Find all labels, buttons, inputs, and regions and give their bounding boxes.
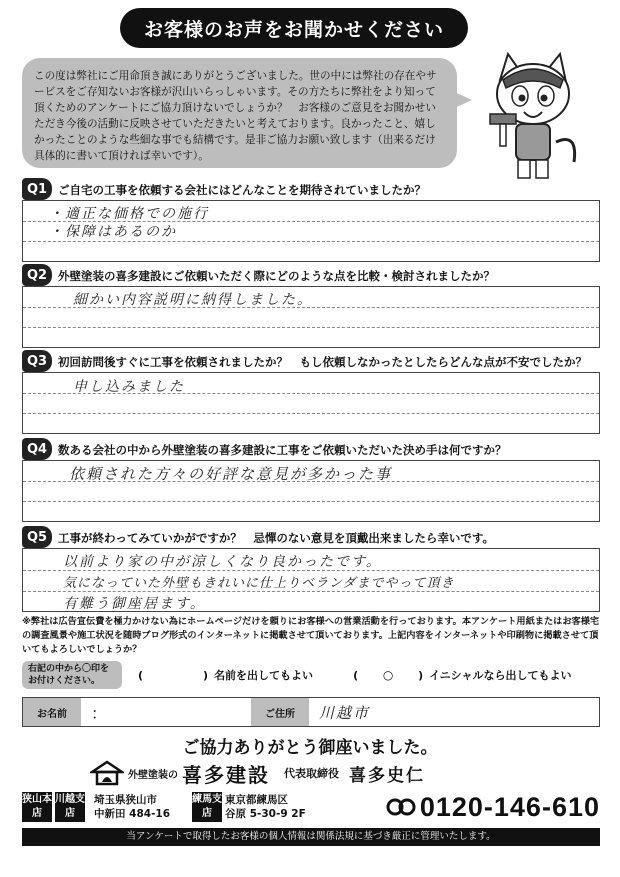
branch-tag-kawagoe: 川越支店 <box>55 792 85 822</box>
customer-info-box <box>22 697 600 727</box>
q1-answer-line-2: ・保障はあるのか <box>49 224 177 240</box>
q5-answer-line-1: 以前より家の中が涼しくなり良かったです。 <box>63 554 382 570</box>
publication-note: ※弊社は広告宣伝費を極力かけない為にホームページだけを頼りにお客様への営業活動を行っております。本アンケート用紙またはお客様宅の調査風景や施工状況を随時ブログ形式のインターネットに掲載させて頂いております。上記内容をインターネットや印刷物に掲載させて頂いてもよろしいでしょうか？ <box>22 616 600 655</box>
freedial-icon <box>386 797 416 817</box>
q2-answer-line-1: 細かい内容説明に納得しました。 <box>73 292 313 308</box>
speech-bubble-tail <box>450 90 472 110</box>
intro-text: この度は弊社にご用命頂き誠にありがとうございました。世の中には弊社の存在やサービスをご存知ないお客様が沢山いらっしゃいます。その方たちに弊社をより知って頂くためのアンケートにご協力頂けないでしょうか？ お客様のご意見をお聞かせいただき今後の活動に反映させていただきたいと考えております。良かったこと、嬉しかったことのような些細な事でも結構です。是非ご協力お願い致します（出来るだけ具体的に書いて頂ければ幸いです）。 <box>22 58 457 168</box>
company-subtitle: 外壁塗装の <box>128 769 178 781</box>
address-nerima: 東京都練馬区 谷原 5-30-9 2F <box>225 794 306 820</box>
choice-option-initial-mark[interactable]: ○ <box>382 668 394 682</box>
q4-answer-line-1: 依頼された方々の好評な意見が多かった事 <box>69 465 393 483</box>
q4-text: 数ある会社の中から外壁塗装の喜多建設に工事をご依頼いただいた決め手は何ですか？ <box>58 443 507 457</box>
address-sayama: 埼玉県狭山市 中新田 484-16 <box>94 794 171 820</box>
q1-answer-box[interactable] <box>22 200 600 262</box>
phone-block[interactable] <box>386 792 600 823</box>
choice-instruction: 右記の中から〇印をお付けください。 <box>22 661 122 689</box>
cat-mascot-icon <box>478 52 588 182</box>
company-name: 喜多建設 <box>182 762 270 787</box>
q4-answer-box[interactable] <box>22 460 600 522</box>
q5-answer-line-2: 気になっていた外壁もきれいに仕上りベランダまでやって頂き <box>63 576 455 591</box>
phone-number[interactable]: 0120-146-610 <box>419 791 600 822</box>
q3-text: 初回訪問後すぐに工事を依頼されましたか？ もし依頼しなかったとしたらどんな点が不安でしたか？ <box>58 355 587 369</box>
q2-answer-box[interactable] <box>22 286 600 348</box>
choice-option-initial-label: イニシャルなら出してもよい <box>429 669 572 682</box>
privacy-footer: 当アンケートで取得したお客様の個人情報は関係法規に基づき厳正に管理いたします。 <box>22 828 600 846</box>
company-row <box>22 758 600 788</box>
q3-answer-box[interactable] <box>22 372 600 434</box>
branch-tag-nerima: 練馬支店 <box>192 792 222 822</box>
branch-row <box>22 790 600 824</box>
q2-label: Q2 <box>22 264 52 286</box>
thanks-message: ご協力ありがとう御座いました。 <box>182 738 438 758</box>
q2-text: 外壁塗装の喜多建設にご依頼いただく際にどのような点を比較・検討されましたか？ <box>58 269 495 283</box>
branch-tag-sayama: 狭山本店 <box>22 792 52 822</box>
q1-text: ご自宅の工事を依頼する会社にはどんなことを期待されていましたか？ <box>58 183 426 197</box>
q1-label: Q1 <box>22 178 52 200</box>
q3-answer-line-1: 申し込みました <box>73 379 185 395</box>
consent-choice-row <box>22 660 600 690</box>
representative-title: 代表取締役 <box>284 767 339 780</box>
choice-option-initial[interactable]: ( ○ ) イニシャルなら出してもよい <box>353 668 572 682</box>
address-label: ご住所 <box>251 698 309 726</box>
q5-text: 工事が終わってみていかがですか？ 忌憚のない意見を頂戴出来ましたら幸いです。 <box>58 531 494 545</box>
q5-label: Q5 <box>22 526 52 548</box>
choice-option-name[interactable]: ( ) 名前を出してもよい <box>138 668 314 682</box>
name-label: お名前 <box>23 698 81 726</box>
name-field[interactable]: ： <box>91 703 108 723</box>
q4-label: Q4 <box>22 438 52 460</box>
house-logo-icon <box>90 760 124 786</box>
q3-label: Q3 <box>22 350 52 372</box>
representative-name: 喜多史仁 <box>349 765 425 786</box>
page-title: お客様のお声をお聞かせください <box>120 8 468 48</box>
choice-option-name-label: 名前を出してもよい <box>214 669 314 682</box>
address-field[interactable]: 川越市 <box>319 703 371 722</box>
q5-answer-line-3: 有難う御座居ます。 <box>63 596 206 612</box>
q5-answer-box[interactable] <box>22 548 600 612</box>
q1-answer-line-1: ・適正な価格での施行 <box>49 206 209 222</box>
